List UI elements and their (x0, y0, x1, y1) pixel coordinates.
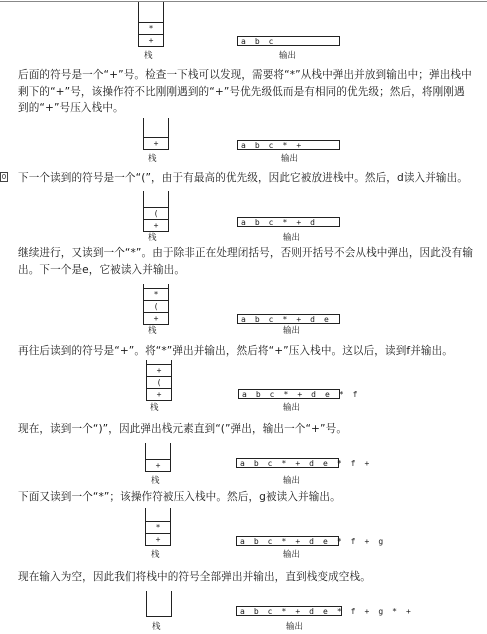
stack-diagram-8 (146, 591, 172, 617)
paragraph-7: 现在输入为空，因此我们将栈中的符号全部弹出并输出，直到栈变成空栈。 (18, 571, 371, 583)
top-rule (0, 1, 487, 2)
stack-cell: + (144, 312, 168, 324)
stack-diagram-4 (143, 284, 169, 325)
output-box-2: a b c * + (237, 140, 340, 150)
stack-cell: ( (144, 207, 168, 219)
stack-cell: + (146, 533, 170, 545)
output-label: 输出 (279, 51, 297, 61)
stack-diagram-6 (145, 443, 171, 472)
stack-cell: + (147, 364, 171, 376)
stack-cell: + (144, 219, 168, 231)
stack-cell: * (146, 521, 170, 533)
stack-cell: * (139, 22, 163, 34)
stack-diagram-1 (138, 2, 164, 47)
paragraph-1: 后面的符号是一个“+”号。检查一下栈可以发现，需要将“*”从栈中弹出并放到输出中；弹出栈中剩下的“+”号，该操作符不比刚刚遇到的“+”号优先级低而是有相同的优先级；然后，将刚刚遇到的“+”号压入栈中。 (18, 69, 472, 114)
output-label: 输出 (283, 476, 301, 486)
stack-label: 栈 (150, 403, 159, 413)
paragraph-3: 继续进行，又读到一个“*”。由于除非正在处理闭括号，否则开括号不会从栈中弹出，因此没有输出。下一个是e，它被读入并输出。 (18, 247, 474, 276)
output-box-5: a b c * + d e * f (238, 389, 340, 399)
margin-marker: 0 (1, 173, 7, 181)
output-label: 输出 (283, 403, 301, 413)
output-label: 输出 (283, 326, 301, 336)
output-label: 输出 (281, 154, 299, 164)
output-box-1: a b c (237, 36, 340, 46)
output-label: 输出 (286, 622, 304, 632)
stack-label: 栈 (148, 154, 157, 164)
stack-label: 栈 (144, 51, 153, 61)
paragraph-5: 现在，读到一个“)”，因此弹出栈元素直到“(”弹出，输出一个“+”号。 (18, 423, 348, 435)
output-label: 输出 (283, 550, 301, 560)
stack-cell: + (147, 388, 171, 400)
paragraph-6: 下面又读到一个“*”；该操作符被压入栈中。然后，g被读入并输出。 (18, 491, 341, 503)
stack-diagram-3 (143, 191, 169, 232)
output-box-3: a b c * + d (237, 217, 340, 227)
stack-cell: + (144, 137, 168, 149)
output-box-8: a b c * + d e * f + g * + (236, 606, 342, 616)
stack-label: 栈 (151, 476, 160, 486)
stack-cell: + (146, 459, 170, 471)
paragraph-4: 再往后读到的符号是“+”。将“*”弹出并输出，然后将“+”压入栈中。这以后，读到f并输出。 (18, 345, 453, 357)
stack-cell: ( (147, 376, 171, 388)
output-box-4: a b c * + d e (237, 314, 340, 324)
stack-diagram-7 (145, 508, 171, 546)
stack-cell: * (144, 288, 168, 300)
stack-cell: ( (144, 300, 168, 312)
paragraph-2: 下一个读到的符号是一个“(”，由于有最高的优先级，因此它被放进栈中。然后，d读入并输出。 (18, 172, 468, 184)
stack-diagram-2 (143, 118, 169, 150)
stack-label: 栈 (148, 233, 157, 243)
stack-cell: + (139, 34, 163, 46)
output-label: 输出 (283, 233, 301, 243)
stack-diagram-5 (146, 360, 172, 401)
output-box-7: a b c * + d e * f + g (236, 536, 339, 546)
stack-label: 栈 (151, 550, 160, 560)
stack-label: 栈 (152, 622, 161, 632)
stack-label: 栈 (148, 326, 157, 336)
output-box-6: a b c * + d e * f + (236, 458, 339, 468)
